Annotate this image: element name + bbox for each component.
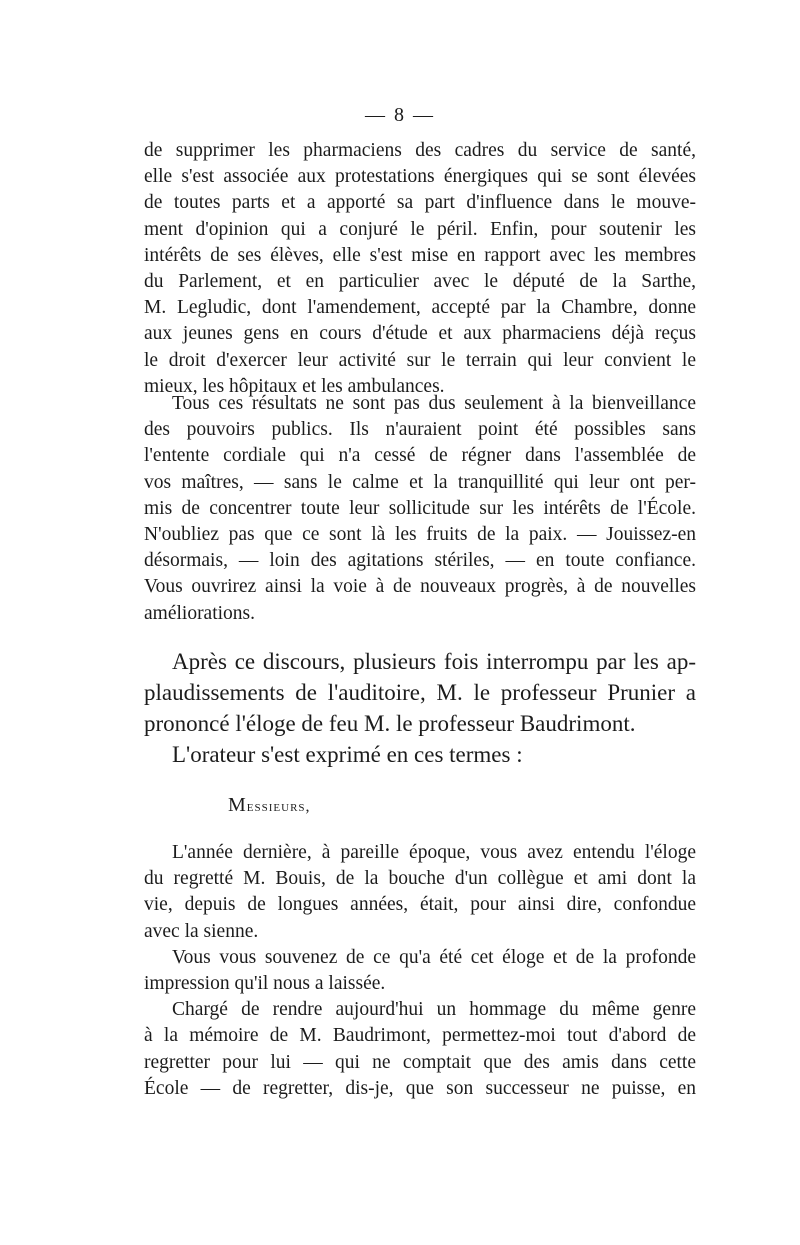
- text-line: de supprimer les pharmaciens des cadres du service de santé,: [144, 140, 696, 161]
- text-line: du regretté M. Bouis, de la bouche d'un collègue et ami dont la: [144, 868, 696, 890]
- paragraph-results: [144, 391, 696, 627]
- text-line: mis de concentrer toute leur sollicitude sur les intérêts de l'École.: [144, 497, 696, 519]
- text-line: elle s'est associée aux protestations énergiques qui se sont élevées: [144, 166, 696, 188]
- text-line: prononcé l'éloge de feu M. le professeur Baudrimont.: [144, 711, 636, 736]
- salutation: [228, 794, 311, 817]
- text-line: le droit d'exercer leur activité sur le terrain qui leur convient le: [144, 349, 696, 371]
- text-line: vie, depuis de longues années, était, pour ainsi dire, confondue: [144, 894, 696, 916]
- text-line: Tous ces résultats ne sont pas dus seulement à la bienveillance: [172, 393, 696, 414]
- text-line: plaudissements de l'auditoire, M. le professeur Prunier a: [144, 680, 696, 705]
- paragraph-continuation: [144, 138, 696, 400]
- text-line: M. Legludic, dont l'amendement, accepté par la Chambre, donne: [144, 297, 696, 319]
- text-line: N'oubliez pas que ce sont là les fruits de la paix. — Jouissez-en: [144, 524, 696, 546]
- text-line: de toutes parts et a apporté sa part d'influence dans le mouve-: [144, 192, 696, 214]
- text-line: ment d'opinion qui a conjuré le péril. Enfin, pour soutenir les: [144, 218, 696, 240]
- text-line: à la mémoire de M. Baudrimont, permettez-moi tout d'abord de: [144, 1025, 696, 1047]
- text-line: L'année dernière, à pareille époque, vous avez entendu l'éloge: [172, 842, 696, 863]
- salutation-rest: essieurs,: [246, 798, 311, 815]
- text-line: désormais, — loin des agitations stériles, — en toute confiance.: [144, 550, 696, 572]
- text-line: vos maîtres, — sans le calme et la tranquillité qui leur ont per-: [144, 471, 696, 493]
- text-line: intérêts de ses élèves, elle s'est mise en rapport avec les membres: [144, 244, 696, 266]
- text-line: Chargé de rendre aujourd'hui un hommage du même genre: [172, 999, 696, 1021]
- text-line: du Parlement, et en particulier avec le député de la Sarthe,: [144, 271, 696, 293]
- text-line: École — de regretter, dis-je, que son successeur ne puisse, en: [144, 1077, 696, 1099]
- text-line: l'entente cordiale qui n'a cessé de régner dans l'assemblée de: [144, 445, 696, 467]
- paragraph-eulogy: [144, 840, 696, 1102]
- text-line: améliorations.: [144, 602, 256, 624]
- text-line: impression qu'il nous a laissée.: [144, 973, 386, 995]
- text-line: Après ce discours, plusieurs fois interrompu par les ap-: [172, 649, 696, 674]
- text-line: avec la sienne.: [144, 920, 259, 942]
- page-number: — 8 —: [365, 104, 435, 126]
- paragraph-narrative: [144, 646, 696, 770]
- text-line: Vous vous souvenez de ce qu'a été cet éloge et de la profonde: [172, 946, 696, 968]
- text-line: L'orateur s'est exprimé en ces termes :: [172, 742, 523, 767]
- text-line: regretter pour lui — qui ne comptait que des amis dans cette: [144, 1051, 696, 1073]
- salutation-initial: M: [228, 794, 247, 816]
- text-line: aux jeunes gens en cours d'étude et aux pharmaciens déjà reçus: [144, 323, 696, 345]
- text-line: mieux, les hôpitaux et les ambulances.: [144, 375, 445, 397]
- text-line: des pouvoirs publics. Ils n'auraient point été possibles sans: [144, 419, 696, 441]
- text-line: Vous ouvrirez ainsi la voie à de nouveaux progrès, à de nouvelles: [144, 576, 696, 598]
